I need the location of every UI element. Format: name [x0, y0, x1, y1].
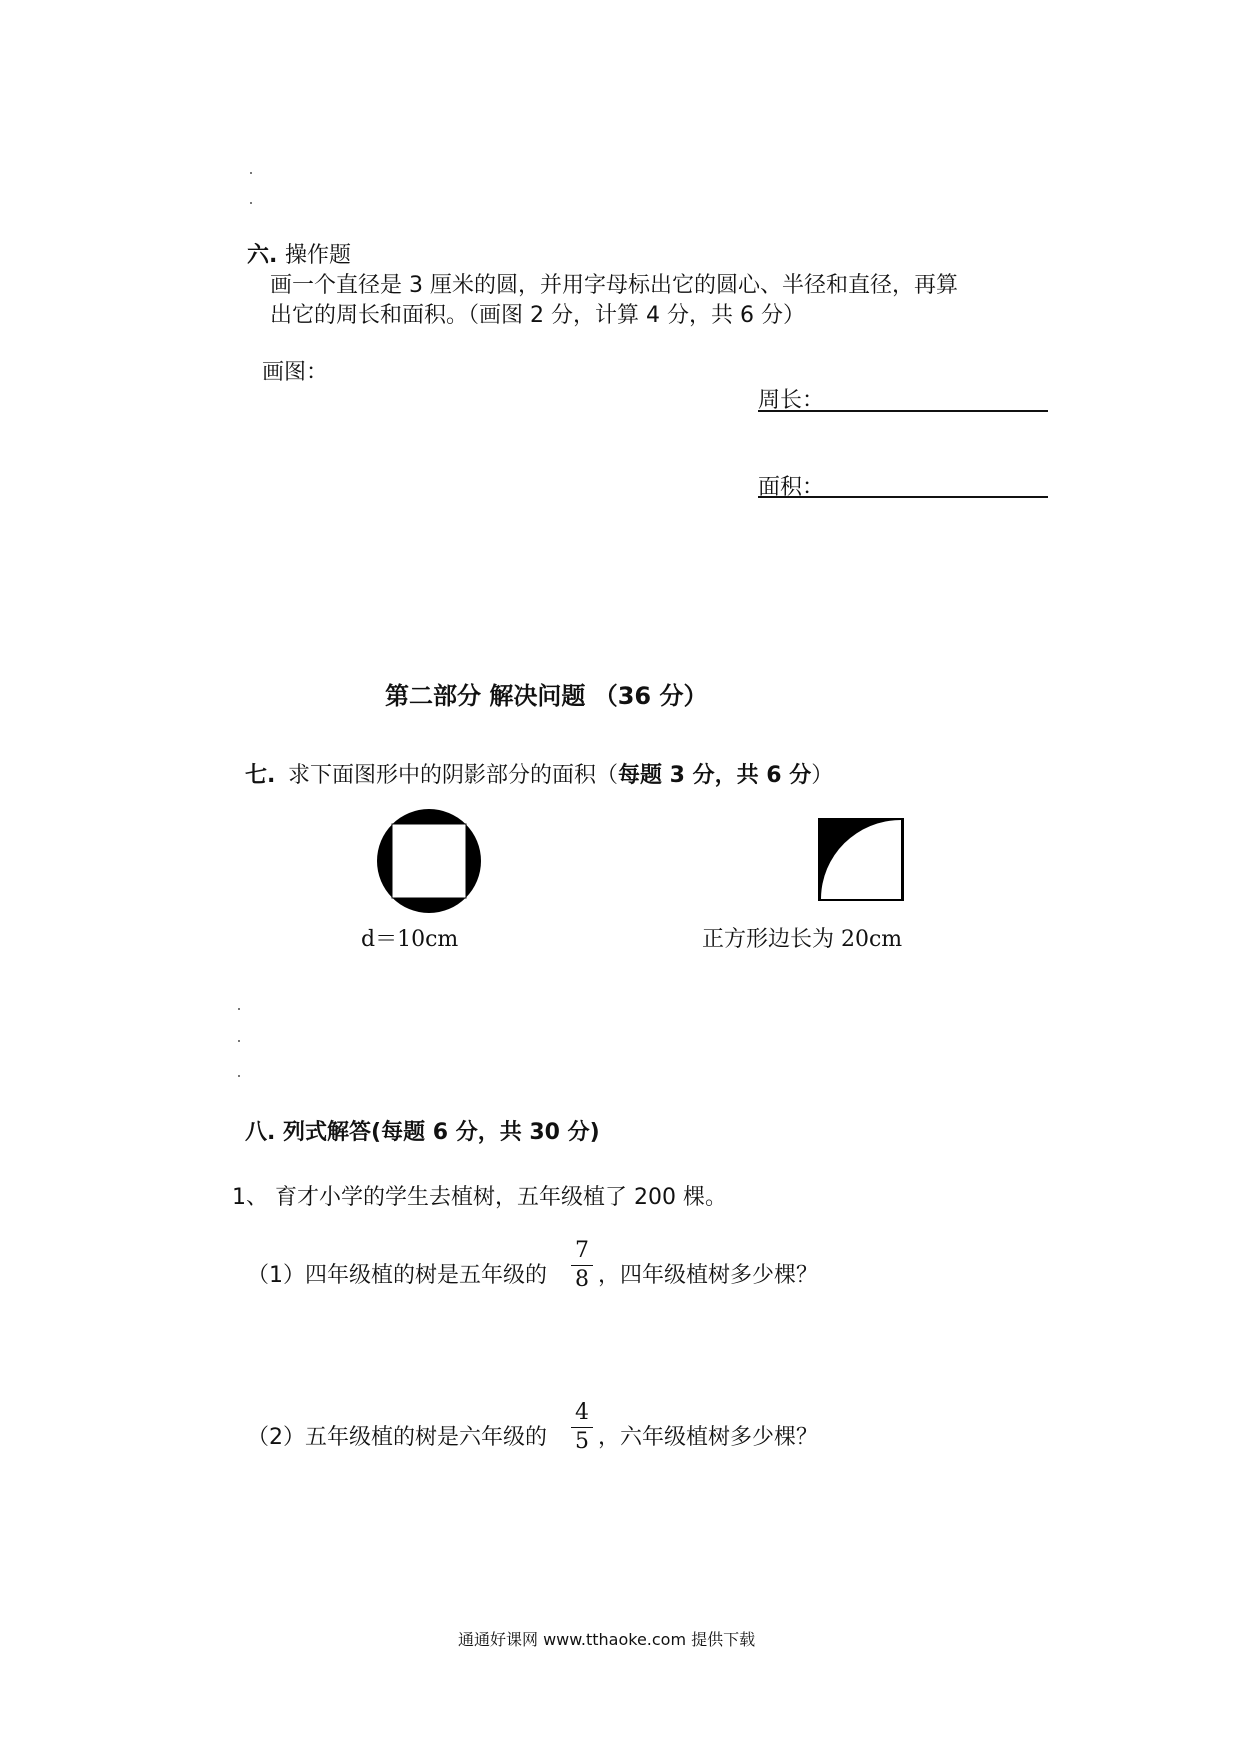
part2-title: 第二部分 解决问题 （36 分） [385, 682, 708, 710]
fraction-numerator: 7 [575, 1238, 589, 1263]
stray-mark [238, 1008, 240, 1010]
question-1b-end: ，六年级植树多少棵？ [598, 1425, 819, 1450]
section8-title: 八. 列式解答(每题 6 分，共 30 分) [245, 1120, 600, 1145]
question-1: 1、 育才小学的学生去植树，五年级植了 200 棵。 [232, 1185, 727, 1210]
section7-text-main: 求下面图形中的阴影部分的面积（ [288, 763, 619, 788]
question-1a-end: ，四年级植树多少棵？ [598, 1263, 819, 1288]
section7-heading: 七. [245, 763, 276, 788]
stray-mark [238, 1075, 240, 1077]
stray-mark [250, 172, 252, 174]
area-label: 面积： [758, 475, 825, 500]
fraction-numerator: 4 [575, 1400, 589, 1425]
perimeter-label: 周长： [758, 388, 825, 413]
stray-mark [238, 1040, 240, 1042]
draw-label: 画图： [262, 360, 329, 385]
figure1-caption: d＝10cm [361, 927, 459, 952]
area-answer-line[interactable] [758, 496, 1048, 498]
fraction-bar [571, 1265, 593, 1266]
section6-line1: 画一个直径是 3 厘米的圆，并用字母标出它的圆心、半径和直径，再算 [270, 273, 958, 298]
section7-points: 每题 3 分，共 6 分 [618, 763, 812, 788]
section7-text [288, 758, 833, 789]
square-with-quarter-circle-figure [818, 818, 904, 901]
section6-title: 操作题 [285, 243, 352, 268]
fraction-denominator: 8 [575, 1267, 589, 1292]
fraction-bar [571, 1427, 593, 1428]
stray-mark [250, 202, 252, 204]
section7-close: ） [811, 763, 834, 788]
question-1b-text: （2）五年级植的树是六年级的 [247, 1425, 547, 1450]
figure2-caption: 正方形边长为 20cm [702, 927, 903, 952]
circle-with-inscribed-square-figure [376, 808, 482, 914]
section6-line2: 出它的周长和面积。（画图 2 分，计算 4 分，共 6 分） [270, 303, 805, 328]
perimeter-answer-line[interactable] [758, 410, 1048, 412]
section6-heading: 六. [247, 243, 278, 268]
question-1a-text: （1）四年级植的树是五年级的 [247, 1263, 547, 1288]
fraction-4-5 [571, 1402, 593, 1453]
fraction-7-8 [571, 1240, 593, 1291]
footer-text: 通通好课网 www.tthaoke.com 提供下载 [458, 1630, 756, 1649]
fraction-denominator: 5 [575, 1429, 589, 1454]
